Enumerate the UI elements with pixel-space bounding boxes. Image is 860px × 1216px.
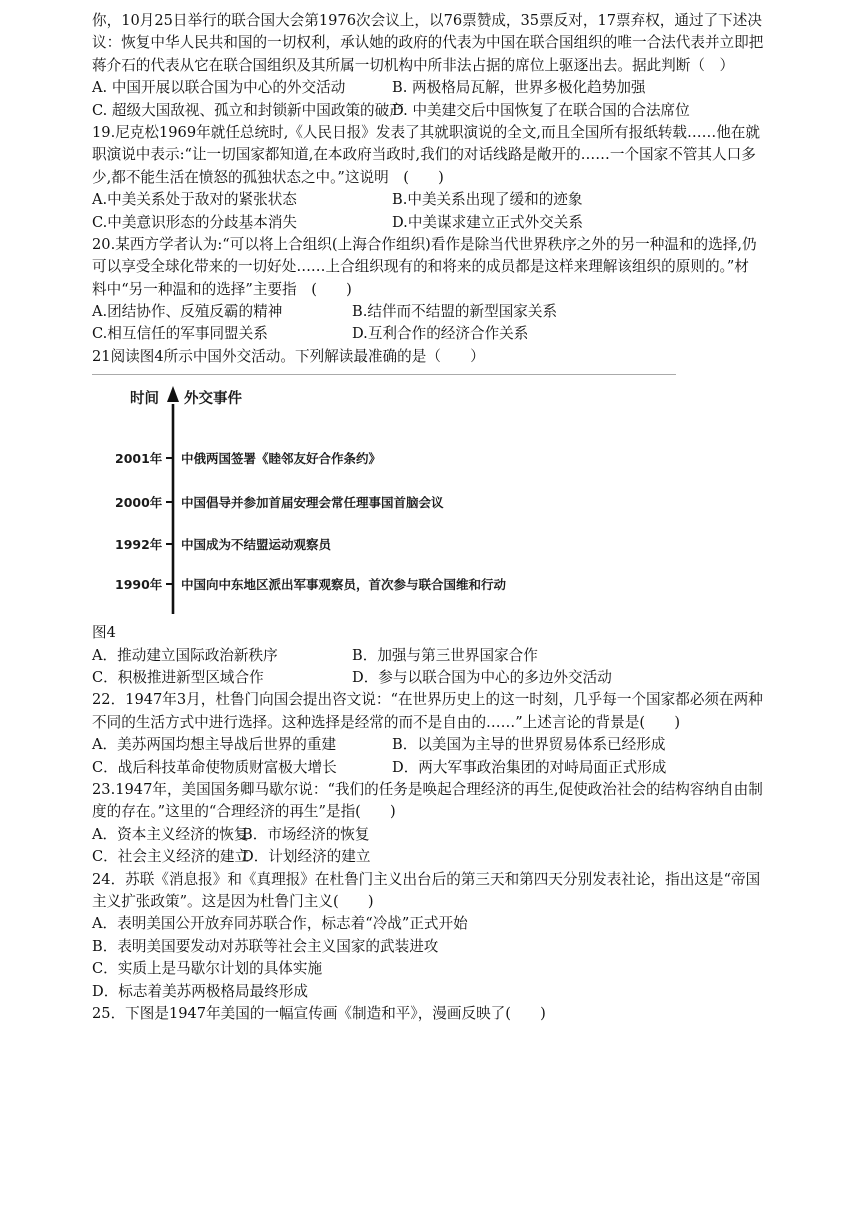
option-d: D．计划经济的建立 (242, 848, 371, 866)
question-stem-line: 19.尼克松1969年就任总统时,《人民日报》发表了其就职演说的全文,而且全国所有报纸转载……他在就 (92, 123, 760, 141)
option-b: B. 两极格局瓦解，世界多极化趋势加强 (392, 79, 646, 97)
question-stem-line: 25．下图是1947年美国的一幅宣传画《制造和平》，漫画反映了( ) (92, 1004, 546, 1022)
timeline-event: 中国向中东地区派出军事观察员，首次参与联合国维和行动 (181, 577, 507, 593)
option-d: D．标志着美苏两极格局最终形成 (92, 982, 309, 1000)
option-c: C．实质上是马歇尔计划的具体实施 (92, 960, 323, 978)
options-row (92, 645, 792, 667)
option-a: A. 中国开展以联合国为中心的外交活动 (92, 79, 346, 97)
question-22 (92, 689, 792, 779)
question-24 (92, 869, 792, 1003)
timeline-event: 中国倡导并参加首届安理会常任理事国首脑会议 (181, 495, 444, 511)
figure-top-rule (92, 374, 676, 375)
question-stem-line: 22．1947年3月，杜鲁门向国会提出咨文说：“在世界历史上的这一时刻，几乎每一个国家都必须在两种 (92, 691, 763, 709)
option-a: A.中美关系处于敌对的紧张状态 (92, 191, 297, 209)
option-a: A．美苏两国均想主导战后世界的重建 (92, 736, 337, 754)
option-c: C.相互信任的军事同盟关系 (92, 325, 268, 343)
header-event: 外交事件 (184, 391, 242, 408)
options-row (92, 189, 792, 211)
options-row (92, 667, 792, 689)
options-row (92, 77, 792, 99)
option-d: D. 中美建交后中国恢复了在联合国的合法席位 (392, 101, 690, 119)
timeline-year: 1992年 (115, 537, 163, 553)
option-a: A.团结协作、反殖反霸的精神 (92, 303, 283, 321)
options-row (92, 824, 792, 846)
option-a: A．表明美国公开放弃同苏联合作，标志着“冷战”正式开始 (92, 915, 468, 933)
arrow-up-icon (167, 386, 179, 402)
option-c: C．积极推进新型区域合作 (92, 669, 264, 687)
question-stem-line: 可以享受全球化带来的一切好处……上合组织现有的和将来的成员都是这样来理解该组织的原则的。”材 (92, 258, 749, 276)
option-c: C．战后科技革命使物质财富极大增长 (92, 758, 337, 776)
question-20 (92, 234, 792, 346)
question-stem-line: 职演说中表示:“让一切国家都知道,在本政府当政时,我们的对话线路是敞开的……一个国家不管其人口多 (92, 146, 756, 164)
options-row (92, 757, 792, 779)
question-stem-line: 料中“另一种温和的选择”主要指 ( ) (92, 280, 352, 298)
option-d: D．两大军事政治集团的对峙局面正式形成 (392, 758, 667, 776)
question-18 (92, 10, 792, 122)
timeline-event: 中国成为不结盟运动观察员 (181, 537, 332, 553)
question-21 (92, 346, 792, 690)
option-b: B．加强与第三世界国家合作 (352, 646, 538, 664)
option-b: B.中美关系出现了缓和的迹象 (392, 191, 583, 209)
options-row (92, 734, 792, 756)
exam-page (92, 10, 792, 1025)
question-stem-line: 主义扩张政策”。这是因为杜鲁门主义( ) (92, 892, 374, 910)
timeline-year: 2001年 (115, 451, 163, 467)
question-stem-line: 议：恢复中华人民共和国的一切权利，承认她的政府的代表为中国在联合国组织的唯一合法代表并立即把 (92, 34, 764, 52)
option-b: B．市场经济的恢复 (242, 825, 370, 843)
option-a: A．资本主义经济的恢复 (92, 825, 249, 843)
timeline-event: 中俄两国签署《睦邻友好合作条约》 (181, 451, 382, 467)
question-stem-line: 21阅读图4所示中国外交活动。下列解读最准确的是（ ） (92, 347, 485, 365)
timeline-figure (92, 374, 792, 622)
option-c: C．社会主义经济的建立 (92, 848, 250, 866)
question-23 (92, 779, 792, 869)
question-stem-line: 24．苏联《消息报》和《真理报》在杜鲁门主义出台后的第三天和第四天分别发表社论，指出这是“帝国 (92, 870, 761, 888)
question-stem-line: 不同的生活方式中进行选择。这种选择是经常的而不是自由的……”上述言论的背景是( ) (92, 713, 681, 731)
question-stem-line: 20.某西方学者认为:“可以将上合组织(上海合作组织)看作是除当代世界秩序之外的另一种温和的选择,仍 (92, 235, 757, 253)
timeline-image (92, 376, 612, 620)
option-a: A．推动建立国际政治新秩序 (92, 646, 278, 664)
option-d: D.中美谋求建立正式外交关系 (392, 213, 583, 231)
option-c: C. 超级大国敌视、孤立和封锁新中国政策的破产 (92, 101, 404, 119)
option-d: D．参与以联合国为中心的多边外交活动 (352, 669, 612, 687)
options-row (92, 100, 792, 122)
option-b: B．表明美国要发动对苏联等社会主义国家的武装进攻 (92, 937, 439, 955)
figure-caption: 图4 (92, 624, 116, 642)
question-stem-line: 度的存在。”这里的“合理经济的再生”是指( ) (92, 803, 396, 821)
question-stem-line: 23.1947年，美国国务卿马歇尔说：“我们的任务是唤起合理经济的再生,促使政治社会的结构容纳自由制 (92, 780, 763, 798)
option-b: B.结伴而不结盟的新型国家关系 (352, 303, 558, 321)
question-stem-line: 少,都不能生活在愤怒的孤独状态之中。”这说明 ( ) (92, 168, 444, 186)
options-row (92, 212, 792, 234)
question-19 (92, 122, 792, 234)
option-d: D.互利合作的经济合作关系 (352, 325, 529, 343)
timeline-year: 1990年 (115, 577, 163, 593)
timeline-year: 2000年 (115, 495, 163, 511)
options-row (92, 301, 792, 323)
header-time: 时间 (130, 391, 159, 408)
options-row (92, 323, 792, 345)
question-stem-line: 蒋介石的代表从它在联合国组织及其所属一切机构中所非法占据的席位上驱逐出去。据此判断（ ） (92, 56, 735, 74)
question-stem-line: 你，10月25日举行的联合国大会第1976次会议上，以76票赞成，35票反对，17票弃权，通过了下述决 (92, 12, 762, 29)
question-25 (92, 1003, 792, 1025)
option-c: C.中美意识形态的分歧基本消失 (92, 213, 298, 231)
option-b: B．以美国为主导的世界贸易体系已经形成 (392, 736, 666, 754)
options-row (92, 846, 792, 868)
